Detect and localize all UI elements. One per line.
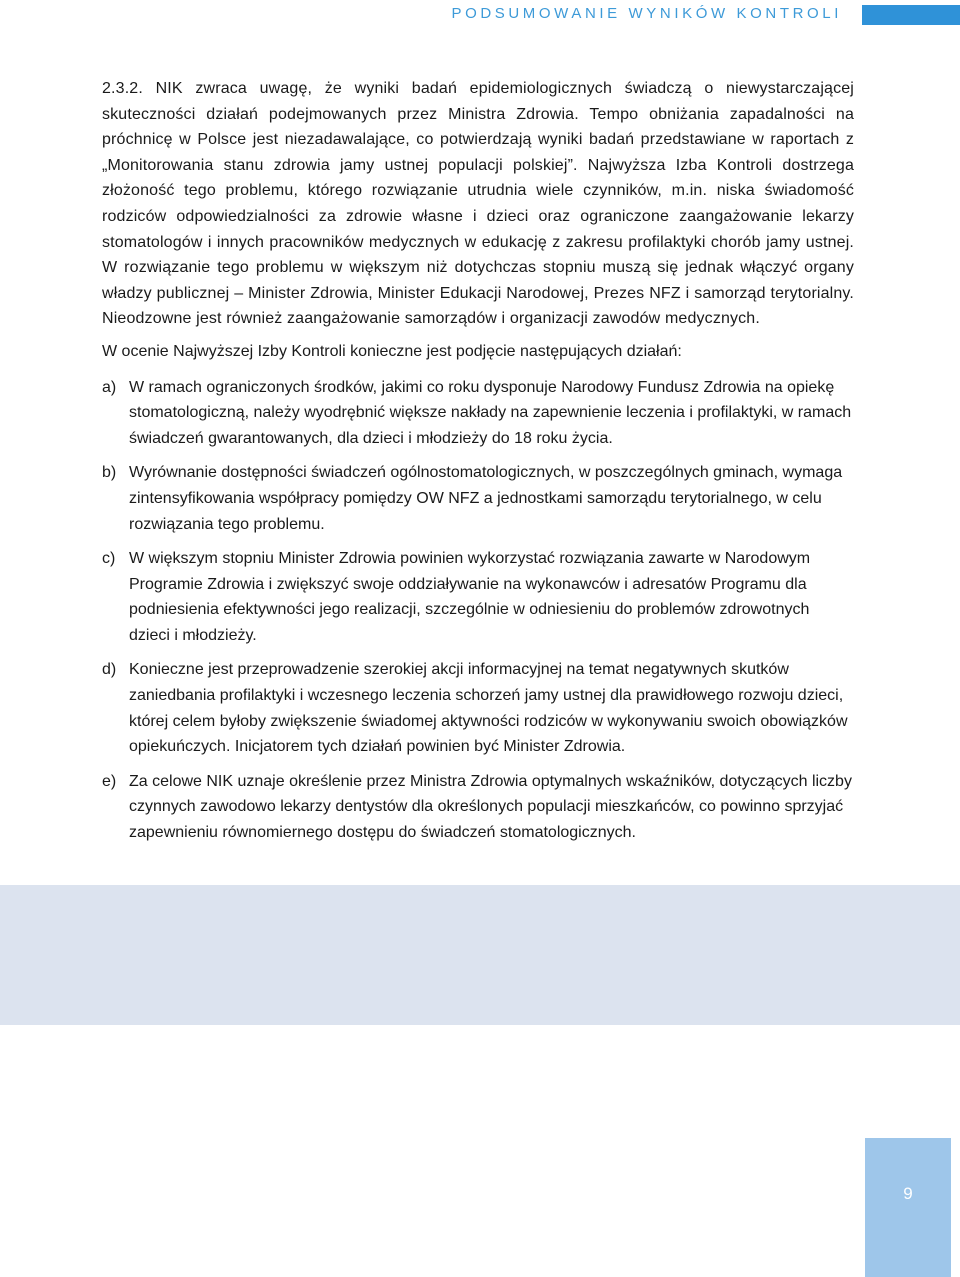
recommendations-intro: W ocenie Najwyższej Izby Kontroli konieczne jest podjęcie następujących działań:	[102, 342, 682, 360]
list-item	[102, 657, 854, 759]
list-marker: d)	[102, 661, 117, 679]
header-accent-bar	[862, 5, 960, 25]
page-number: 9	[903, 1184, 913, 1203]
page-number-box	[865, 1138, 951, 1277]
list-item-text: W większym stopniu Minister Zdrowia powinien wykorzystać rozwiązania zawarte w Narodowym Programie Zdrowia i zwiększyć swoje oddziaływanie na wykonawców i adresatów Programu dla podniesienia efektywności jego realizacji, szczególnie w odniesieniu do problemów zdrowotnych dzieci i młodzieży.	[129, 550, 811, 644]
decorative-band	[0, 885, 960, 1025]
list-item-text: Wyrównanie dostępności świadczeń ogólnostomatologicznych, w poszczególnych gminach, wymaga zintensyfikowania współpracy pomiędzy OW NFZ a jednostkami samorządu terytorialnego, w celu rozwiązania tego problemu.	[129, 464, 843, 533]
list-item-text: Konieczne jest przeprowadzenie szerokiej akcji informacyjnej na temat negatywnych skutków zaniedbania profilaktyki i wczesnego leczenia schorzeń jamy ustnej dla prawidłowego rozwoju dzieci, której celem byłoby zwiększenie świadomej aktywności rodziców w wykonywaniu swoich obowiązków opiekuńczych. Inicjatorem tych działań powinien być Minister Zdrowia.	[129, 661, 848, 756]
list-item	[102, 769, 854, 846]
list-marker: c)	[102, 550, 116, 568]
list-marker: b)	[102, 464, 117, 482]
list-item-text: Za celowe NIK uznaje określenie przez Ministra Zdrowia optymalnych wskaźników, dotyczących liczby czynnych zawodowo lekarzy dentystów dla określonych populacji mieszkańców, co powinno sprzyjać zapewnieniu równomiernego dostępu do świadczeń stomatologicznych.	[129, 772, 852, 842]
list-item	[102, 460, 854, 537]
running-header: PODSUMOWANIE WYNIKÓW KONTROLI	[451, 5, 842, 22]
list-marker: e)	[102, 772, 117, 790]
list-marker: a)	[102, 378, 117, 396]
page-content	[102, 76, 854, 855]
list-item	[102, 546, 854, 648]
list-item-text: W ramach ograniczonych środków, jakimi co roku dysponuje Narodowy Fundusz Zdrowia na opiekę stomatologiczną, należy wyodrębnić większe nakłady na zapewnienie leczenia i profilaktyki, w ramach świadczeń gwarantowanych, dla dzieci i młodzieży do 18 roku życia.	[129, 378, 852, 447]
section-paragraph: 2.3.2. NIK zwraca uwagę, że wyniki badań epidemiologicznych świadczą o niewystarczającej skuteczności działań podejmowanych przez Ministra Zdrowia. Tempo obniżania zapadalności na próchnicę w Polsce jest niezadawalające, co potwierdzają wyniki badań przedstawiane w raportach z „Monitorowania stanu zdrowia jamy ustnej populacji polskiej”. Najwyższa Izba Kontroli dostrzega złożoność tego problemu, którego rozwiązanie utrudnia wiele czynników, m.in. niska świadomość rodziców odpowiedzialności za zdrowie własne i dzieci oraz ograniczone zaangażowanie lekarzy stomatologów i innych pracowników medycznych w edukację z zakresu profilaktyki chorób jamy ustnej. W rozwiązanie tego problemu w większym niż dotychczas stopniu muszą się jednak włączyć organy władzy publicznej – Minister Zdrowia, Minister Edukacji Narodowej, Prezes NFZ i samorząd terytorialny. Nieodzowne jest również zaangażowanie samorządów i organizacji zawodów medycznych.	[102, 80, 854, 328]
list-item	[102, 375, 854, 452]
